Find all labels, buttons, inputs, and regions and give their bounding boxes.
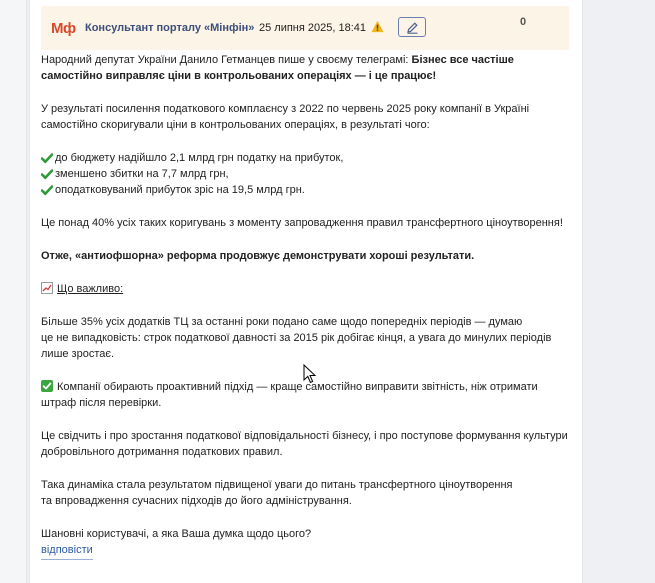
comment-card	[29, 0, 583, 583]
intro-highlight: Бізнес все частіше самостійно виправляє ціни в контрольованих операціях — і це працює!	[41, 54, 514, 82]
check-mark-icon	[41, 184, 53, 196]
check-mark-icon	[41, 152, 53, 164]
dynamics-line-2: та впровадження сучасних підходів до його адміністрування.	[41, 495, 352, 507]
bullet-item	[41, 150, 569, 166]
dynamics-line-1: Така динаміка стала результатом підвищеної уваги до питань трансфертного ціноутворення	[41, 479, 513, 491]
post-body	[41, 52, 569, 560]
additions-line-1: Більше 35% усіх додатків ТЦ за останні роки подано саме щодо попередніх періодів — думаю	[41, 316, 523, 328]
paragraph-conclusion	[41, 248, 569, 264]
post-header	[41, 6, 569, 50]
reply-count: 0	[519, 16, 527, 28]
paragraph-results: У результаті посилення податкового комплаєнсу з 2022 по червень 2025 року компанії в Україні самостійно скоригували ціни в контрольованих операціях, в результаті чого:	[41, 103, 530, 131]
paragraph-additions	[41, 314, 569, 362]
bullet-text: оподатковуваний прибуток зріс на 19,5 млрд грн.	[55, 184, 305, 196]
check-box-icon	[41, 380, 53, 392]
minfin-logo: Мф	[51, 20, 76, 37]
bullet-item	[41, 182, 569, 198]
proactive-text: Компанії обирають проактивний підхід — краще самостійно виправити звітність, ніж отримати штраф після перевірки.	[41, 381, 538, 409]
bullet-text: до бюджету надійшло 2,1 млрд грн податку на прибуток,	[55, 152, 344, 164]
edit-button[interactable]	[398, 17, 426, 37]
mouse-cursor-icon	[303, 364, 317, 384]
important-heading	[41, 281, 569, 297]
paragraph-responsibility: Це свідчить і про зростання податкової відповідальності бізнесу, і про поступове формування культури добровільного дотримання податкових правил.	[41, 430, 568, 458]
bullet-item	[41, 166, 569, 182]
left-sidebar-strip	[0, 0, 27, 583]
paragraph-question: Шановні користувачі, а яка Ваша думка щодо цього?	[41, 528, 312, 540]
important-label: Що важливо:	[57, 283, 124, 295]
author-name[interactable]: Консультант порталу «Мінфін»	[85, 22, 255, 34]
intro-text: Народний депутат України Данило Гетманцев пише у своєму телеграмі:	[41, 54, 412, 66]
check-mark-icon	[41, 168, 53, 180]
paragraph-share: Це понад 40% усіх таких коригувань з моменту запровадження правил трансфертного ціноутворення!	[41, 217, 563, 229]
warning-icon[interactable]	[371, 20, 384, 33]
chart-increasing-icon	[41, 282, 53, 294]
paragraph-dynamics	[41, 477, 569, 509]
conclusion-bold: Отже, «антиофшорна» реформа продовжує демонструвати хороші результати.	[41, 250, 475, 262]
bullet-text: зменшено збитки на 7,7 млрд грн,	[55, 168, 229, 180]
pencil-icon	[406, 21, 419, 34]
intro-paragraph	[41, 52, 569, 84]
additions-line-2: це не випадковість: строк податкової давності за 2015 рік добігає кінця, а увага до минулих періодів лише зростає.	[41, 332, 552, 360]
reply-link[interactable]: відповісти	[41, 542, 93, 560]
post-date: 25 липня 2025, 18:41	[259, 22, 367, 34]
